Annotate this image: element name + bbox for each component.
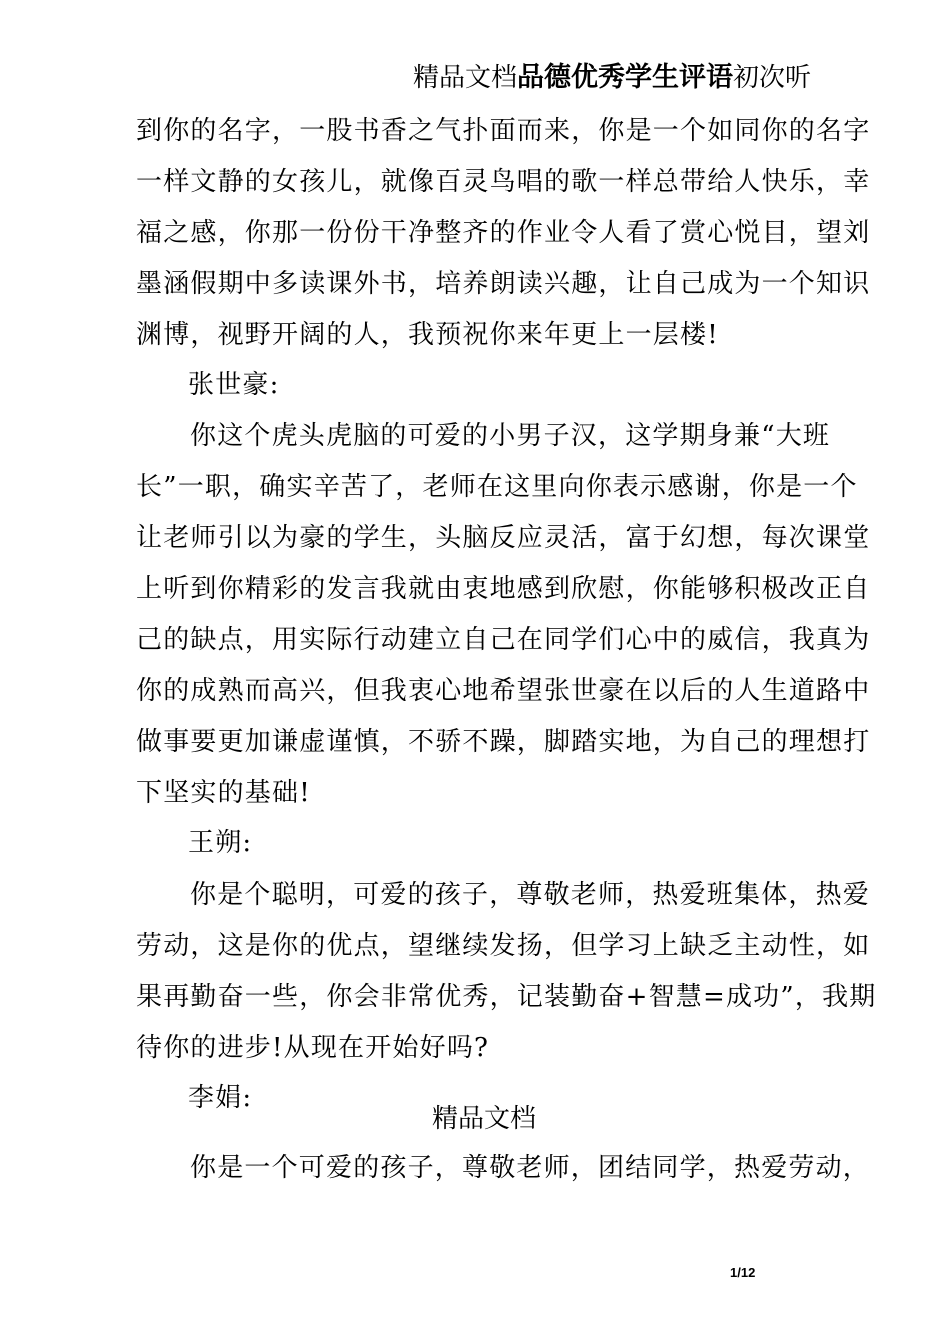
paragraph-line: 待你的进步!从现在开始好吗? (136, 1033, 490, 1063)
paragraph-line: 让老师引以为豪的学生，头脑反应灵活，富于幻想，每次课堂 (136, 523, 871, 553)
paragraph-line: 劳动，这是你的优点，望继续发扬，但学习上缺乏主动性，如 (136, 931, 871, 961)
student-name-heading: 王朔: (188, 828, 253, 858)
paragraph-line: 福之感，你那一份份干净整齐的作业令人看了赏心悦目，望刘 (136, 218, 871, 248)
student-name-heading: 李娟: (188, 1083, 253, 1113)
paragraph-line: 长”一职，确实辛苦了，老师在这里向你表示感谢，你是一个 (136, 472, 858, 502)
paragraph-line: 上听到你精彩的发言我就由衷地感到欣慰，你能够积极改正自 (136, 574, 871, 604)
paragraph-line: 墨涵假期中多读课外书，培养朗读兴趣，让自己成为一个知识 (136, 269, 871, 299)
paragraph-line: 渊博，视野开阔的人，我预祝你来年更上一层楼! (136, 320, 719, 350)
paragraph-line: 做事要更加谦虚谨慎，不骄不躁，脚踏实地，为自己的理想打 (136, 727, 871, 757)
header-suffix: 初次听 (733, 63, 812, 93)
paragraph-line: 你这个虎头虎脑的可爱的小男子汉，这学期身兼“大班 (190, 421, 831, 451)
paragraph-line: 你是一个可爱的孩子，尊敬老师，团结同学，热爱劳动， (190, 1153, 871, 1183)
paragraph-line: 到你的名字，一股书香之气扑面而来，你是一个如同你的名字 (136, 116, 871, 146)
paragraph-line: 你的成熟而高兴，但我衷心地希望张世豪在以后的人生道路中 (136, 676, 871, 706)
paragraph-line: 己的缺点，用实际行动建立自己在同学们心中的威信，我真为 (136, 625, 871, 655)
paragraph-line: 你是个聪明，可爱的孩子，尊敬老师，热爱班集体，热爱 (190, 880, 871, 910)
page-header (413, 60, 811, 96)
student-name-heading: 张世豪: (188, 370, 280, 400)
paragraph-line: 果再勤奋一些，你会非常优秀，记装勤奋+智慧=成功”，我期 (136, 982, 877, 1012)
header-prefix: 精品文档 (413, 63, 518, 93)
paragraph-line: 下坚实的基础! (136, 778, 311, 808)
paragraph-line: 一样文静的女孩儿，就像百灵鸟唱的歌一样总带给人快乐，幸 (136, 167, 871, 197)
footer-watermark-text: 精品文档 (432, 1104, 537, 1134)
page-number: 1/12 (730, 1265, 756, 1280)
document-title: 品德优秀学生评语 (517, 62, 734, 93)
